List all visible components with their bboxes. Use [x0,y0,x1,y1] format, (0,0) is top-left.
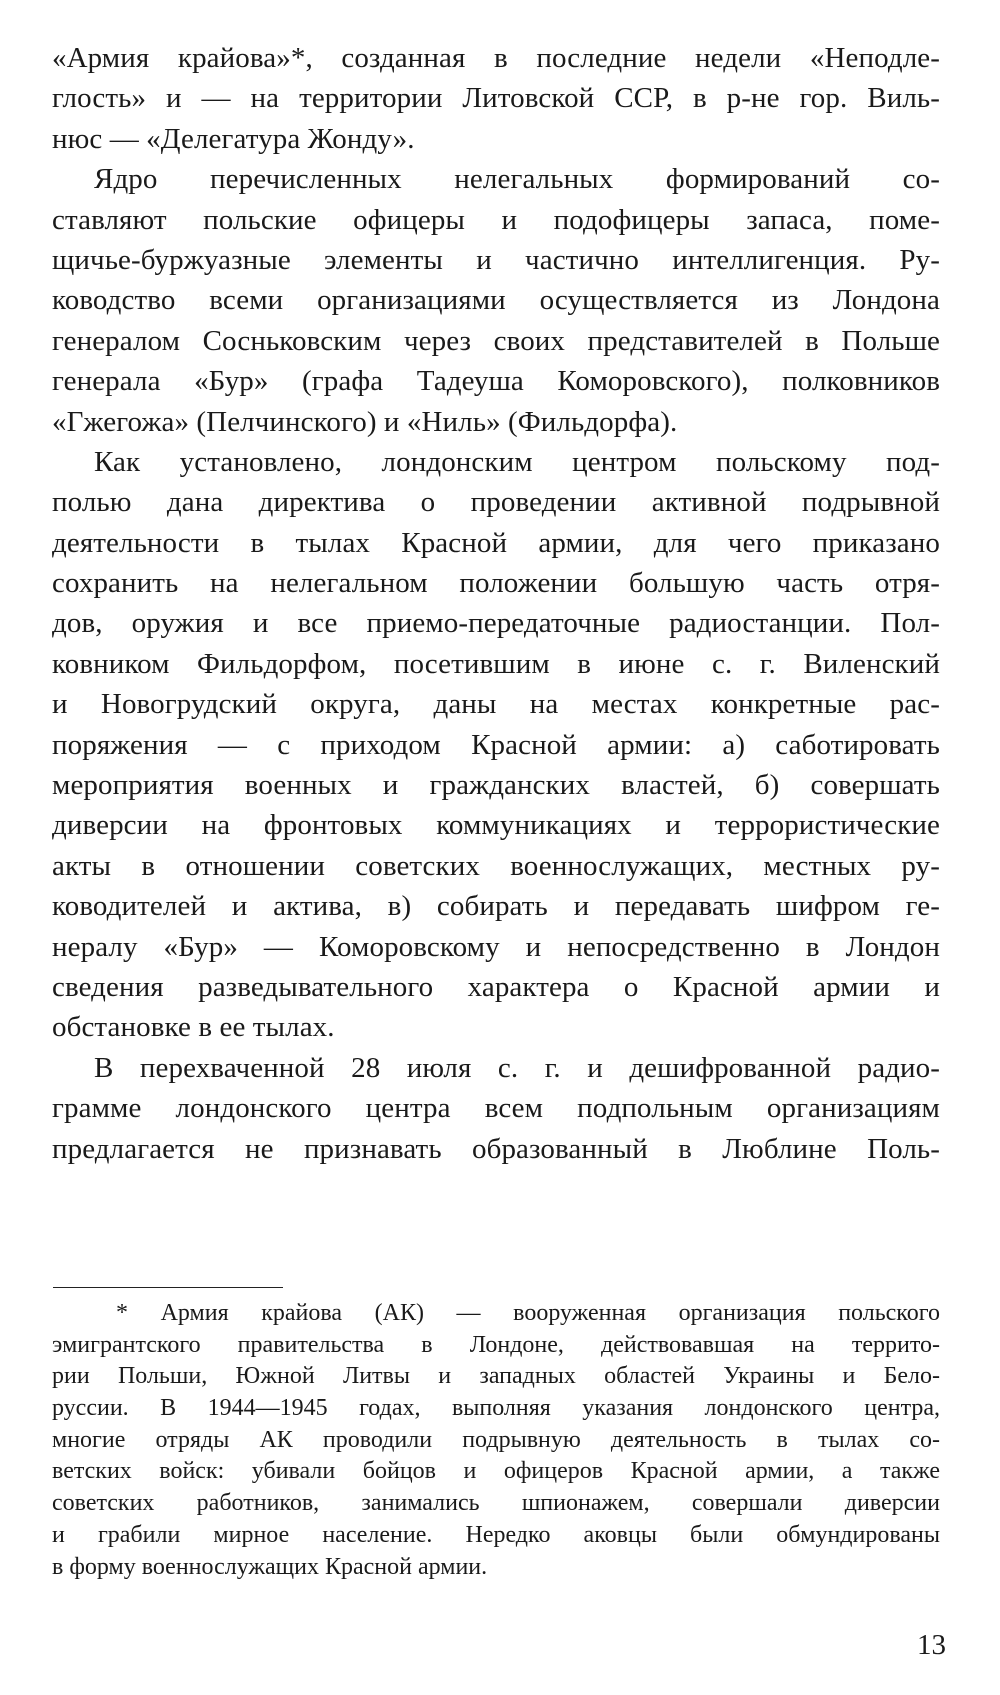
text-line: «Гжегожа» (Пелчинского) и «Ниль» (Фильдорфа). [52,405,678,438]
text-line: дов, оружия и все приемо-передаточные радиостанции. Пол- [52,607,940,640]
text-line: Ядро перечисленных нелегальных формирований со- [94,163,940,196]
footnote-line: эмигрантского правительства в Лондоне, действовавшая на террито- [52,1331,940,1358]
text-line: нералу «Бур» — Коморовскому и непосредственно в Лондон [52,930,940,963]
text-line: ставляют польские офицеры и подофицеры запаса, поме- [52,203,940,236]
footnote-line: и грабили мирное население. Нередко аковцы были обмундированы [52,1521,940,1548]
text-line: ковником Фильдорфом, посетившим в июне с. г. Виленский [52,647,940,680]
footnote-line: * Армия крайова (АК) — вооруженная организация польского [116,1300,940,1326]
main-text [52,38,940,1169]
text-line: грамме лондонского центра всем подпольным организациям [52,1092,940,1125]
footnote-line: советских работников, занимались шпионажем, совершали диверсии [52,1490,940,1517]
text-line: мероприятия военных и гражданских властей, б) совершать [52,769,940,802]
page-number: 13 [917,1629,946,1661]
text-line: ководство всеми организациями осуществляется из Лондона [52,284,940,317]
text-line: щичье-буржуазные элементы и частично интеллигенция. Ру- [52,243,940,276]
text-line: акты в отношении советских военнослужащих, местных ру- [52,849,940,882]
text-line: глость» и — на территории Литовской ССР, в р-не гор. Виль- [52,82,940,115]
footnote-line: ветских войск: убивали бойцов и офицеров Красной армии, а также [52,1458,940,1485]
text-line: обстановке в ее тылах. [52,1011,335,1044]
text-line: Как установлено, лондонским центром польскому под- [94,445,940,478]
footnote-line: многие отряды АК проводили подрывную деятельность в тылах со- [52,1426,940,1453]
text-line: ководителей и актива, в) собирать и передавать шифром ге- [52,890,940,923]
text-line: поряжения — с приходом Красной армии: а) саботировать [52,728,940,761]
text-line: и Новогрудский округа, даны на местах конкретные рас- [52,688,940,721]
footnote-line: в форму военнослужащих Красной армии. [52,1553,488,1580]
text-line: В перехваченной 28 июля с. г. и дешифрованной радио- [94,1051,940,1084]
footnote-line: руссии. В 1944—1945 годах, выполняя указания лондонского центра, [52,1395,940,1422]
text-line: диверсии на фронтовых коммуникациях и террористические [52,809,940,842]
text-line: нюс — «Делегатура Жонду». [52,122,415,155]
text-line: сведения разведывательного характера о Красной армии и [52,970,940,1003]
footnote-divider [53,1287,283,1288]
text-line: деятельности в тылах Красной армии, для чего приказано [52,526,940,559]
text-line: генералом Сосньковским через своих представителей в Польше [52,324,940,357]
text-line: сохранить на нелегальном положении большую часть отря- [52,567,940,600]
footnote-line: рии Польши, Южной Литвы и западных областей Украины и Бело- [52,1363,940,1390]
text-line: «Армия крайова»*, созданная в последние недели «Неподле- [52,42,940,74]
text-line: генерала «Бур» (графа Тадеуша Коморовского), полковников [52,365,940,398]
text-line: предлагается не признавать образованный в Люблине Поль- [52,1132,940,1165]
text-line: полью дана директива о проведении активной подрывной [52,486,940,519]
footnote [52,1298,940,1583]
